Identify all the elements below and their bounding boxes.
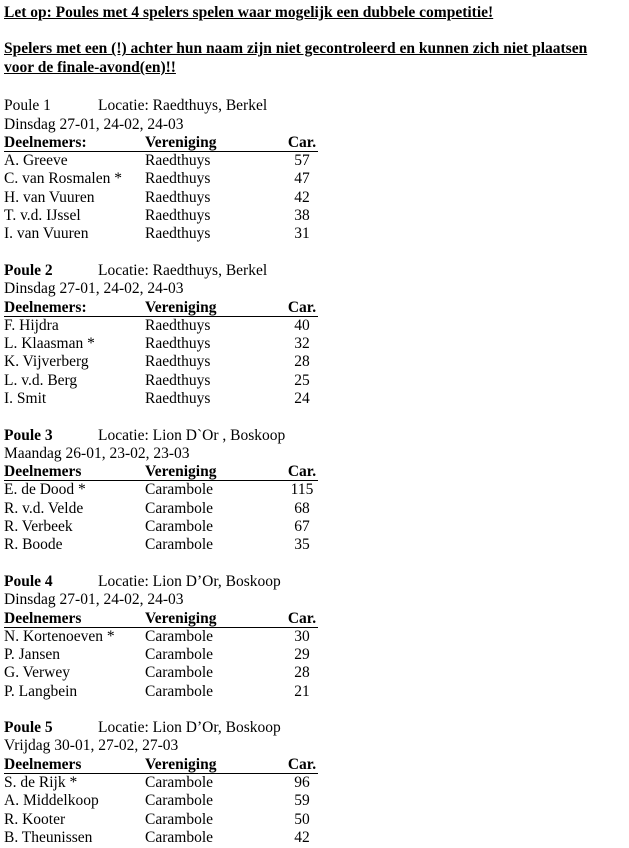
table-header bbox=[4, 134, 318, 152]
player-caramboles: 40 bbox=[294, 316, 310, 334]
player-club: Raedthuys bbox=[145, 170, 211, 188]
player-club: Carambole bbox=[145, 627, 214, 645]
poule-header bbox=[4, 97, 629, 115]
poule-name: Poule 2 bbox=[4, 261, 53, 279]
table-row bbox=[4, 518, 629, 536]
player-club: Raedthuys bbox=[145, 371, 211, 389]
player-caramboles: 29 bbox=[294, 645, 310, 663]
table-row bbox=[4, 152, 629, 170]
player-club: Carambole bbox=[145, 499, 214, 517]
player-name: G. Verwey bbox=[4, 664, 71, 682]
player-club: Carambole bbox=[145, 682, 214, 700]
player-caramboles: 42 bbox=[294, 188, 310, 206]
header-car: Car. bbox=[287, 755, 317, 773]
player-club: Raedthuys bbox=[145, 353, 211, 371]
poule-dates: Maandag 26-01, 23-02, 23-03 bbox=[4, 444, 190, 462]
poule-name: Poule 3 bbox=[4, 426, 53, 444]
header-car: Car. bbox=[287, 609, 317, 627]
player-club: Carambole bbox=[145, 518, 214, 536]
player-name: I. van Vuuren bbox=[4, 225, 89, 243]
poules-list bbox=[4, 97, 629, 847]
table-row bbox=[4, 317, 629, 335]
player-caramboles: 67 bbox=[294, 518, 310, 536]
player-caramboles: 25 bbox=[294, 371, 310, 389]
table-row bbox=[4, 353, 629, 371]
poule-name: Poule 4 bbox=[4, 572, 53, 590]
player-caramboles: 31 bbox=[294, 225, 310, 243]
header-car: Car. bbox=[287, 134, 317, 152]
player-name: P. Jansen bbox=[4, 645, 60, 663]
player-caramboles: 35 bbox=[294, 536, 310, 554]
header-deelnemers: Deelnemers bbox=[4, 755, 82, 773]
player-name: R. Kooter bbox=[4, 810, 66, 828]
table-header bbox=[4, 756, 318, 774]
player-caramboles: 32 bbox=[294, 334, 310, 352]
poule-header bbox=[4, 573, 629, 591]
table-row bbox=[4, 372, 629, 390]
table-row bbox=[4, 536, 629, 554]
player-club: Raedthuys bbox=[145, 334, 211, 352]
player-name: B. Theunissen bbox=[4, 828, 93, 846]
player-caramboles: 30 bbox=[294, 627, 310, 645]
player-club: Carambole bbox=[145, 792, 214, 810]
header-vereniging: Vereniging bbox=[145, 755, 217, 773]
poule-section bbox=[4, 262, 629, 409]
poule-name: Poule 5 bbox=[4, 719, 53, 737]
poule-location: Locatie: Raedthuys, Berkel bbox=[98, 261, 268, 279]
player-caramboles: 115 bbox=[290, 481, 314, 499]
poule-location: Locatie: Raedthuys, Berkel bbox=[98, 97, 268, 115]
header-car: Car. bbox=[287, 463, 317, 481]
player-name: K. Vijverberg bbox=[4, 353, 89, 371]
notice-unverified-players: Spelers met een (!) achter hun naam zijn niet gecontroleerd en kunnen zich niet plaatsen voor de finale-avond(en)!! bbox=[4, 40, 588, 76]
player-name: T. v.d. IJssel bbox=[4, 207, 81, 225]
table-row bbox=[4, 664, 629, 682]
header-car: Car. bbox=[287, 298, 317, 316]
player-club: Carambole bbox=[145, 664, 214, 682]
table-row bbox=[4, 792, 629, 810]
player-caramboles: 24 bbox=[294, 390, 310, 408]
player-name: P. Langbein bbox=[4, 682, 78, 700]
poule-dates: Dinsdag 27-01, 24-02, 24-03 bbox=[4, 591, 184, 609]
table-row bbox=[4, 481, 629, 499]
table-row bbox=[4, 390, 629, 408]
player-caramboles: 96 bbox=[294, 773, 310, 791]
header-vereniging: Vereniging bbox=[145, 298, 217, 316]
poule-location: Locatie: Lion D`Or , Boskoop bbox=[98, 426, 286, 444]
player-name: L. Klaasman * bbox=[4, 334, 95, 352]
player-name: A. Greeve bbox=[4, 151, 68, 169]
player-club: Carambole bbox=[145, 536, 214, 554]
table-row bbox=[4, 646, 629, 664]
table-row bbox=[4, 811, 629, 829]
poule-dates: Dinsdag 27-01, 24-02, 24-03 bbox=[4, 280, 184, 298]
player-caramboles: 59 bbox=[294, 792, 310, 810]
poule-header bbox=[4, 719, 629, 737]
player-club: Raedthuys bbox=[145, 225, 211, 243]
header-deelnemers: Deelnemers bbox=[4, 609, 82, 627]
header-deelnemers: Deelnemers: bbox=[4, 134, 87, 152]
player-caramboles: 38 bbox=[294, 207, 310, 225]
table-header bbox=[4, 299, 318, 317]
player-caramboles: 42 bbox=[294, 828, 310, 846]
player-club: Raedthuys bbox=[145, 151, 211, 169]
player-club: Carambole bbox=[145, 645, 214, 663]
poule-section bbox=[4, 427, 629, 555]
poule-section bbox=[4, 573, 629, 701]
table-row bbox=[4, 500, 629, 518]
player-name: C. van Rosmalen * bbox=[4, 170, 122, 188]
player-caramboles: 28 bbox=[294, 664, 310, 682]
table-row bbox=[4, 683, 629, 701]
poule-section bbox=[4, 97, 629, 244]
player-name: R. Boode bbox=[4, 536, 63, 554]
player-name: F. Hijdra bbox=[4, 316, 59, 334]
poule-header bbox=[4, 262, 629, 280]
table-row bbox=[4, 829, 629, 847]
poule-name: Poule 1 bbox=[4, 97, 51, 115]
table-header bbox=[4, 463, 318, 481]
header-vereniging: Vereniging bbox=[145, 609, 217, 627]
poule-dates: Vrijdag 30-01, 27-02, 27-03 bbox=[4, 737, 179, 755]
player-name: E. de Dood * bbox=[4, 481, 86, 499]
player-name: N. Kortenoeven * bbox=[4, 627, 115, 645]
player-club: Raedthuys bbox=[145, 207, 211, 225]
player-club: Raedthuys bbox=[145, 390, 211, 408]
player-club: Carambole bbox=[145, 481, 214, 499]
notice-double-competition: Let op: Poules met 4 spelers spelen waar mogelijk een dubbele competitie! bbox=[4, 4, 494, 21]
player-name: H. van Vuuren bbox=[4, 188, 95, 206]
player-club: Carambole bbox=[145, 828, 214, 846]
player-caramboles: 21 bbox=[294, 682, 310, 700]
table-row bbox=[4, 774, 629, 792]
header-deelnemers: Deelnemers bbox=[4, 463, 82, 481]
table-row bbox=[4, 189, 629, 207]
player-club: Carambole bbox=[145, 810, 214, 828]
player-caramboles: 47 bbox=[294, 170, 310, 188]
table-row bbox=[4, 225, 629, 243]
player-caramboles: 57 bbox=[294, 151, 310, 169]
player-caramboles: 28 bbox=[294, 353, 310, 371]
player-name: R. Verbeek bbox=[4, 518, 73, 536]
header-vereniging: Vereniging bbox=[145, 463, 217, 481]
table-row bbox=[4, 170, 629, 188]
table-row bbox=[4, 628, 629, 646]
poule-header bbox=[4, 427, 629, 445]
player-name: R. v.d. Velde bbox=[4, 499, 84, 517]
player-club: Raedthuys bbox=[145, 316, 211, 334]
player-name: L. v.d. Berg bbox=[4, 371, 78, 389]
poule-location: Locatie: Lion D’Or, Boskoop bbox=[98, 719, 281, 737]
table-header bbox=[4, 610, 318, 628]
table-row bbox=[4, 207, 629, 225]
poule-location: Locatie: Lion D’Or, Boskoop bbox=[98, 572, 281, 590]
player-name: S. de Rijk * bbox=[4, 773, 78, 791]
player-name: I. Smit bbox=[4, 390, 47, 408]
poule-dates: Dinsdag 27-01, 24-02, 24-03 bbox=[4, 115, 184, 133]
player-name: A. Middelkoop bbox=[4, 792, 99, 810]
player-club: Carambole bbox=[145, 773, 214, 791]
table-row bbox=[4, 335, 629, 353]
player-caramboles: 68 bbox=[294, 499, 310, 517]
player-club: Raedthuys bbox=[145, 188, 211, 206]
header-deelnemers: Deelnemers: bbox=[4, 298, 87, 316]
poule-section bbox=[4, 719, 629, 847]
header-vereniging: Vereniging bbox=[145, 134, 217, 152]
player-caramboles: 50 bbox=[294, 810, 310, 828]
